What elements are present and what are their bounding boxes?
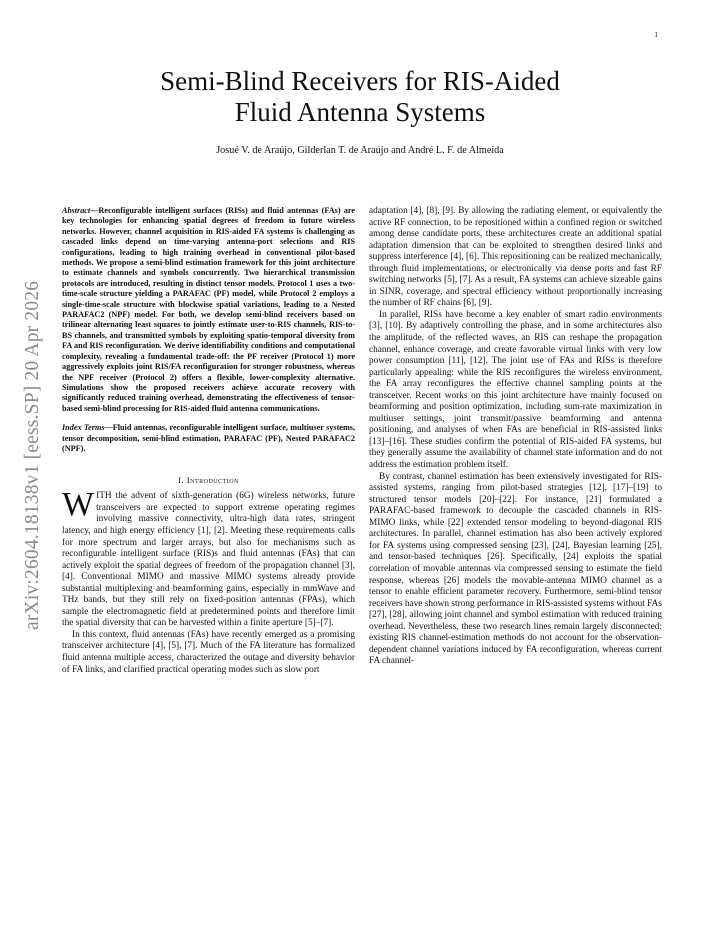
section-heading-introduction: I. Introduction [178, 475, 239, 486]
right-paragraph-1: adaptation [4], [8], [9]. By allowing the radiating element, or equivalently the active RF connection, to be repositioned within a confined region or switched among dense candidate ports, these architectures create an additional spatial adaptation dimension that can be exploited to strengthen desired links and suppress interference [4], [6]. This repositioning can be realized mechanically, through fluid implementations, or electronically via dense ports and fast RF switching networks [5], [7]. As a result, FA systems can achieve sizeable gains in SINR, coverage, and spectral efficiency without proportionally increasing the number of RF chains [6], [9]. [369, 206, 662, 309]
right-paragraph-3: By contrast, channel estimation has been extensively investigated for RIS-assisted systems, ranging from pilot-based strategies [12], [17]–[19] to structured tensor models [20]–[22]. For instance, [21] formulated a PARAFAC-based framework to decouple the cascaded channels in RIS-MIMO links, while [22] extended tensor modeling to beyond-diagonal RIS architectures. In parallel, channel estimation has also been actively explored for FA systems using compressed sensing [23], [24], Bayesian learning [25], and tensor-based techniques [26]. Specifically, [24] exploits the spatial correlation of movable antennas via compressed sensing to estimate the field response, whereas [26] models the movable-antenna MIMO channel as a tensor to enable efficient parameter recovery. Furthermore, semi-blind tensor receivers have shown strong performance in RIS-assisted systems without FAs [27], [28], allowing joint channel and symbol estimation with reduced training overhead. Nevertheless, these two research lines remain largely disconnected: existing RIS channel-estimation methods do not account for the observation-dependent channel variations induced by FA reconfiguration, whereas current FA channel- [369, 471, 662, 667]
left-column [62, 206, 355, 676]
intro-paragraph-2: In this context, fluid antennas (FAs) have recently emerged as a promising transceiver architecture [4], [5], [7]. Much of the FA literature has formalized fluid antenna multiple access, characterized the outage and diversity behavior of FA links, and clarified practical operating modes such as slow port [62, 629, 355, 675]
intro-paragraph-1 [62, 486, 355, 630]
paper-title [60, 66, 660, 128]
title-line-2: Fluid Antenna Systems [234, 97, 486, 127]
index-terms-text: —Fluid antennas, reconfigurable intelligent surface, multiuser systems, tensor decomposition, semi-blind estimation, PARAFAC (PF), Nested PARAFAC2 (NPF). [62, 423, 355, 453]
abstract-lead: Abstract [62, 206, 91, 215]
right-column [369, 206, 662, 668]
abstract [62, 206, 355, 414]
index-terms-lead: Index Terms [62, 423, 105, 433]
arxiv-stamp: arXiv:2604.18138v1 [eess.SP] 20 Apr 2026 [22, 280, 43, 630]
intro-paragraph-1-text: ITH the advent of sixth-generation (6G) wireless networks, future transceivers are expected to support extreme operating regimes involving massive connectivity, ultra-high data rates, stringent latency, and high energy efficiency [1], [2]. Meeting these requirements calls for more spectrum and larger arrays, but also for mechanisms such as reconfigurable intelligent surface (RIS)s and fluid antennas (FAs) that can actively exploit the spatial degrees of freedom of the propagation channel [3], [4]. Conventional MIMO and massive MIMO systems already provide substantial multiplexing and beamforming gains, especially in mmWave and THz bands, but they still rely on fixed-position antennas (FPAs), which sample the electromagnetic field at predetermined points and therefore limit the spatial diversity that can be harvested within a finite aperture [5]–[7]. [62, 491, 355, 629]
abstract-text: —Reconfigurable intelligent surfaces (RISs) and fluid antennas (FAs) are key technologies for enhancing spatial degrees of freedom in future wireless networks. However, channel acquisition in RIS-aided FA systems is challenging as cascaded links depend on time-varying antenna-port selections and RIS configurations, leading to high training overhead in conventional pilot-based methods. We propose a semi-blind estimation framework for this joint architecture to estimate channels and symbols concurrently. Two hierarchical transmission protocols are introduced, resulting in distinct tensor models. Protocol 1 uses a two-time-scale structure yielding a PARAFAC (PF) model, while Protocol 2 employs a single-time-scale structure with blockwise spatial variations, leading to a Nested PARAFAC2 (NPF) model. For both, we develop semi-blind receivers based on trilinear alternating least squares to jointly estimate user-to-RIS channels, RIS-to-BS channels, and transmitted symbols by exploiting spatio-temporal diversity from FA and RIS reconfiguration. We derive identifiability conditions and computational complexity, revealing a fundamental trade-off: the PF receiver (Protocol 1) more aggressively exploits joint RIS/FA reconfiguration for stronger robustness, whereas the NPF receiver (Protocol 2) offers a flexible, lower-complexity alternative. Simulations show the proposed receivers achieve accurate recovery with significantly reduced training overhead, demonstrating the effectiveness of tensor-based semi-blind processing for RIS-aided fluid antenna communications. [62, 206, 355, 413]
index-terms [62, 423, 355, 454]
page-number: 1 [654, 30, 658, 39]
title-line-1: Semi-Blind Receivers for RIS-Aided [160, 66, 560, 96]
right-paragraph-2: In parallel, RISs have become a key enabler of smart radio environments [3], [10]. By adaptively controlling the phase, and in some architectures also the amplitude, of the reflected waves, an RIS can reshape the propagation channel, enhance coverage, and create favorable virtual links with very low power consumption [11], [12]. The joint use of FAs and RISs is therefore particularly appealing: while the RIS reconfigures the wireless environment, the FA array reconfigures the effective channel sampling points at the transceiver. Recent works on this joint architecture have mainly focused on beamforming and position optimization, including sum-rate maximization in multiuser settings, joint transmit/passive beamforming and antenna positioning, and analyses of when FAs are beneficial in RIS-assisted links [13]–[16]. These studies confirm the potential of RIS-aided FA systems, but they generally assume the availability of channel state information and do not address the estimation problem itself. [369, 309, 662, 471]
drop-cap: W [62, 486, 95, 524]
author-list: Josué V. de Araújo, Gilderlan T. de Araújo and André L. F. de Almeida [216, 145, 504, 156]
